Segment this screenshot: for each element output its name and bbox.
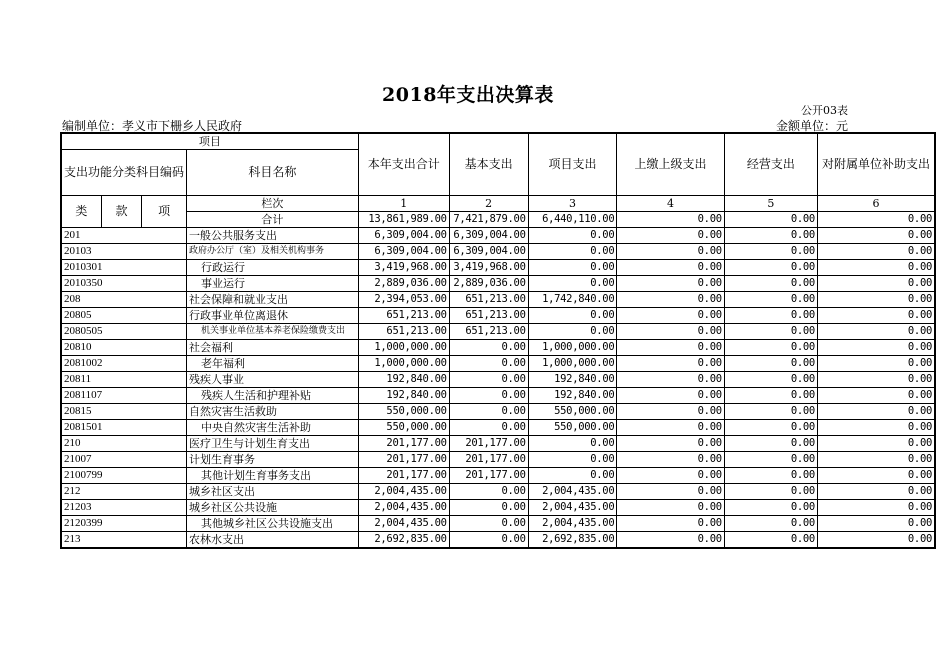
row-cell-project: 192,840.00 <box>528 388 617 404</box>
row-cell-upper: 0.00 <box>617 292 724 308</box>
row-code: 212 <box>61 484 187 500</box>
table-row <box>61 436 935 452</box>
row-cell-upper: 0.00 <box>617 452 724 468</box>
header-upper: 上缴上级支出 <box>617 133 724 196</box>
total-label: 合计 <box>187 212 359 228</box>
row-subject-name: 其他城乡社区公共设施支出 <box>187 516 359 532</box>
col-index-4: 4 <box>617 196 724 212</box>
row-cell-project: 0.00 <box>528 324 617 340</box>
row-cell-upper: 0.00 <box>617 420 724 436</box>
row-cell-basic: 0.00 <box>449 500 528 516</box>
row-cell-total: 550,000.00 <box>358 404 449 420</box>
header-item: 项目 <box>61 133 358 150</box>
total-cell-upper: 0.00 <box>617 212 724 228</box>
row-cell-project: 2,692,835.00 <box>528 532 617 549</box>
row-cell-project: 0.00 <box>528 244 617 260</box>
row-cell-upper: 0.00 <box>617 404 724 420</box>
row-subject-name: 自然灾害生活救助 <box>187 404 359 420</box>
row-subject-name: 其他计划生育事务支出 <box>187 468 359 484</box>
row-code: 2010301 <box>61 260 187 276</box>
row-cell-project: 1,000,000.00 <box>528 340 617 356</box>
row-cell-basic: 0.00 <box>449 404 528 420</box>
row-cell-basic: 2,889,036.00 <box>449 276 528 292</box>
row-cell-subsidy: 0.00 <box>817 532 935 549</box>
row-code: 20815 <box>61 404 187 420</box>
row-cell-subsidy: 0.00 <box>817 292 935 308</box>
row-cell-subsidy: 0.00 <box>817 340 935 356</box>
table-row <box>61 292 935 308</box>
header-subject-name: 科目名称 <box>187 150 359 196</box>
header-func-code: 支出功能分类科目编码 <box>61 150 187 196</box>
row-cell-subsidy: 0.00 <box>817 260 935 276</box>
row-cell-operate: 0.00 <box>724 388 817 404</box>
row-subject-name: 中央自然灾害生活补助 <box>187 420 359 436</box>
table-row <box>61 260 935 276</box>
row-subject-name: 农林水支出 <box>187 532 359 549</box>
row-cell-subsidy: 0.00 <box>817 244 935 260</box>
row-subject-name: 老年福利 <box>187 356 359 372</box>
row-cell-upper: 0.00 <box>617 500 724 516</box>
row-cell-subsidy: 0.00 <box>817 468 935 484</box>
row-cell-total: 192,840.00 <box>358 388 449 404</box>
row-cell-operate: 0.00 <box>724 244 817 260</box>
row-cell-total: 2,692,835.00 <box>358 532 449 549</box>
row-cell-total: 192,840.00 <box>358 372 449 388</box>
row-cell-total: 2,394,053.00 <box>358 292 449 308</box>
row-cell-upper: 0.00 <box>617 260 724 276</box>
table-row <box>61 388 935 404</box>
header-operate: 经营支出 <box>724 133 817 196</box>
row-cell-total: 1,000,000.00 <box>358 340 449 356</box>
row-cell-basic: 651,213.00 <box>449 292 528 308</box>
header-lei: 类 <box>61 196 101 228</box>
table-row <box>61 420 935 436</box>
row-cell-basic: 0.00 <box>449 516 528 532</box>
row-subject-name: 残疾人事业 <box>187 372 359 388</box>
row-code: 20810 <box>61 340 187 356</box>
row-cell-upper: 0.00 <box>617 484 724 500</box>
row-cell-total: 201,177.00 <box>358 436 449 452</box>
table-row <box>61 468 935 484</box>
row-code: 2081107 <box>61 388 187 404</box>
row-cell-total: 6,309,004.00 <box>358 244 449 260</box>
col-index-2: 2 <box>449 196 528 212</box>
row-cell-project: 1,000,000.00 <box>528 356 617 372</box>
table-row <box>61 516 935 532</box>
row-subject-name: 机关事业单位基本养老保险缴费支出 <box>187 324 359 340</box>
row-cell-subsidy: 0.00 <box>817 228 935 244</box>
row-cell-total: 651,213.00 <box>358 308 449 324</box>
row-cell-total: 2,004,435.00 <box>358 484 449 500</box>
row-code: 2080505 <box>61 324 187 340</box>
row-cell-basic: 651,213.00 <box>449 308 528 324</box>
row-cell-basic: 201,177.00 <box>449 436 528 452</box>
row-subject-name: 行政事业单位离退休 <box>187 308 359 324</box>
row-cell-basic: 6,309,004.00 <box>449 228 528 244</box>
row-code: 2081501 <box>61 420 187 436</box>
row-cell-upper: 0.00 <box>617 356 724 372</box>
row-cell-operate: 0.00 <box>724 324 817 340</box>
row-code: 2100799 <box>61 468 187 484</box>
table-row <box>61 356 935 372</box>
row-cell-operate: 0.00 <box>724 468 817 484</box>
report-title: 2018年支出决算表 <box>382 84 554 106</box>
row-cell-total: 2,004,435.00 <box>358 516 449 532</box>
row-code: 210 <box>61 436 187 452</box>
row-cell-subsidy: 0.00 <box>817 404 935 420</box>
row-cell-operate: 0.00 <box>724 436 817 452</box>
row-cell-total: 201,177.00 <box>358 468 449 484</box>
table-row <box>61 340 935 356</box>
row-cell-upper: 0.00 <box>617 516 724 532</box>
table-row <box>61 484 935 500</box>
header-basic: 基本支出 <box>449 133 528 196</box>
row-cell-operate: 0.00 <box>724 516 817 532</box>
row-cell-operate: 0.00 <box>724 404 817 420</box>
row-subject-name: 社会保障和就业支出 <box>187 292 359 308</box>
row-cell-operate: 0.00 <box>724 228 817 244</box>
row-cell-total: 2,889,036.00 <box>358 276 449 292</box>
row-cell-total: 2,004,435.00 <box>358 500 449 516</box>
row-cell-project: 0.00 <box>528 276 617 292</box>
header-lanci: 栏次 <box>187 196 359 212</box>
row-subject-name: 城乡社区支出 <box>187 484 359 500</box>
row-code: 2120399 <box>61 516 187 532</box>
row-cell-upper: 0.00 <box>617 436 724 452</box>
row-subject-name: 残疾人生活和护理补贴 <box>187 388 359 404</box>
row-code: 20811 <box>61 372 187 388</box>
row-cell-basic: 201,177.00 <box>449 468 528 484</box>
row-cell-subsidy: 0.00 <box>817 452 935 468</box>
table-row <box>61 324 935 340</box>
row-cell-subsidy: 0.00 <box>817 500 935 516</box>
row-cell-upper: 0.00 <box>617 228 724 244</box>
row-subject-name: 社会福利 <box>187 340 359 356</box>
form-number: 公开03表 <box>801 104 848 117</box>
row-code: 208 <box>61 292 187 308</box>
row-cell-project: 0.00 <box>528 452 617 468</box>
table-row <box>61 228 935 244</box>
row-cell-basic: 0.00 <box>449 420 528 436</box>
table-row <box>61 532 935 549</box>
row-cell-basic: 0.00 <box>449 340 528 356</box>
row-cell-project: 2,004,435.00 <box>528 484 617 500</box>
row-code: 21203 <box>61 500 187 516</box>
row-cell-total: 201,177.00 <box>358 452 449 468</box>
row-cell-basic: 0.00 <box>449 356 528 372</box>
row-cell-upper: 0.00 <box>617 244 724 260</box>
total-cell-subsidy: 0.00 <box>817 212 935 228</box>
row-cell-total: 550,000.00 <box>358 420 449 436</box>
expenditure-table <box>60 132 936 549</box>
table-row <box>61 500 935 516</box>
row-cell-operate: 0.00 <box>724 260 817 276</box>
row-cell-basic: 6,309,004.00 <box>449 244 528 260</box>
col-index-5: 5 <box>724 196 817 212</box>
row-cell-project: 0.00 <box>528 260 617 276</box>
row-cell-upper: 0.00 <box>617 324 724 340</box>
row-cell-subsidy: 0.00 <box>817 484 935 500</box>
row-code: 2081002 <box>61 356 187 372</box>
row-subject-name: 政府办公厅（室）及相关机构事务 <box>187 244 359 260</box>
header-total: 本年支出合计 <box>358 133 449 196</box>
row-code: 2010350 <box>61 276 187 292</box>
row-cell-operate: 0.00 <box>724 372 817 388</box>
row-cell-subsidy: 0.00 <box>817 276 935 292</box>
row-cell-basic: 201,177.00 <box>449 452 528 468</box>
row-cell-subsidy: 0.00 <box>817 356 935 372</box>
row-cell-subsidy: 0.00 <box>817 516 935 532</box>
row-cell-basic: 651,213.00 <box>449 324 528 340</box>
total-cell-project: 6,440,110.00 <box>528 212 617 228</box>
row-cell-subsidy: 0.00 <box>817 324 935 340</box>
row-cell-project: 550,000.00 <box>528 420 617 436</box>
row-cell-operate: 0.00 <box>724 276 817 292</box>
col-index-3: 3 <box>528 196 617 212</box>
unit-label: 金额单位：元 <box>775 119 848 133</box>
row-cell-operate: 0.00 <box>724 340 817 356</box>
row-subject-name: 医疗卫生与计划生育支出 <box>187 436 359 452</box>
row-cell-project: 0.00 <box>528 436 617 452</box>
row-cell-total: 1,000,000.00 <box>358 356 449 372</box>
row-cell-basic: 0.00 <box>449 388 528 404</box>
row-cell-subsidy: 0.00 <box>817 372 935 388</box>
row-cell-upper: 0.00 <box>617 372 724 388</box>
row-cell-project: 550,000.00 <box>528 404 617 420</box>
row-cell-operate: 0.00 <box>724 356 817 372</box>
row-code: 21007 <box>61 452 187 468</box>
row-code: 20805 <box>61 308 187 324</box>
table-row <box>61 404 935 420</box>
total-row <box>61 212 935 228</box>
table-row <box>61 244 935 260</box>
row-cell-operate: 0.00 <box>724 292 817 308</box>
row-cell-upper: 0.00 <box>617 276 724 292</box>
row-cell-upper: 0.00 <box>617 340 724 356</box>
col-index-1: 1 <box>358 196 449 212</box>
row-subject-name: 一般公共服务支出 <box>187 228 359 244</box>
row-cell-upper: 0.00 <box>617 532 724 549</box>
row-cell-upper: 0.00 <box>617 388 724 404</box>
header-xiang: 项 <box>142 196 187 228</box>
table-row <box>61 452 935 468</box>
row-subject-name: 计划生育事务 <box>187 452 359 468</box>
row-cell-operate: 0.00 <box>724 308 817 324</box>
total-cell-basic: 7,421,879.00 <box>449 212 528 228</box>
col-index-6: 6 <box>817 196 935 212</box>
row-cell-operate: 0.00 <box>724 484 817 500</box>
row-cell-project: 2,004,435.00 <box>528 500 617 516</box>
row-code: 213 <box>61 532 187 549</box>
org-label: 编制单位：孝义市下栅乡人民政府 <box>62 119 243 133</box>
table-row <box>61 308 935 324</box>
row-cell-total: 651,213.00 <box>358 324 449 340</box>
row-cell-subsidy: 0.00 <box>817 420 935 436</box>
header-kuan: 款 <box>101 196 141 228</box>
header-project: 项目支出 <box>528 133 617 196</box>
row-cell-basic: 3,419,968.00 <box>449 260 528 276</box>
row-cell-upper: 0.00 <box>617 308 724 324</box>
row-cell-project: 2,004,435.00 <box>528 516 617 532</box>
header-subsidy: 对附属单位补助支出 <box>817 133 935 196</box>
row-cell-subsidy: 0.00 <box>817 308 935 324</box>
row-subject-name: 事业运行 <box>187 276 359 292</box>
row-cell-project: 1,742,840.00 <box>528 292 617 308</box>
row-cell-basic: 0.00 <box>449 372 528 388</box>
row-cell-subsidy: 0.00 <box>817 436 935 452</box>
row-cell-project: 0.00 <box>528 308 617 324</box>
row-cell-basic: 0.00 <box>449 484 528 500</box>
table-row <box>61 276 935 292</box>
row-cell-project: 192,840.00 <box>528 372 617 388</box>
row-cell-project: 0.00 <box>528 468 617 484</box>
row-subject-name: 行政运行 <box>187 260 359 276</box>
row-cell-project: 0.00 <box>528 228 617 244</box>
row-cell-total: 3,419,968.00 <box>358 260 449 276</box>
total-cell-total: 13,861,989.00 <box>358 212 449 228</box>
row-cell-operate: 0.00 <box>724 500 817 516</box>
row-code: 201 <box>61 228 187 244</box>
row-cell-basic: 0.00 <box>449 532 528 549</box>
table-row <box>61 372 935 388</box>
row-code: 20103 <box>61 244 187 260</box>
row-cell-subsidy: 0.00 <box>817 388 935 404</box>
row-cell-operate: 0.00 <box>724 420 817 436</box>
total-cell-operate: 0.00 <box>724 212 817 228</box>
row-cell-upper: 0.00 <box>617 468 724 484</box>
row-cell-total: 6,309,004.00 <box>358 228 449 244</box>
row-cell-operate: 0.00 <box>724 452 817 468</box>
row-cell-operate: 0.00 <box>724 532 817 549</box>
row-subject-name: 城乡社区公共设施 <box>187 500 359 516</box>
